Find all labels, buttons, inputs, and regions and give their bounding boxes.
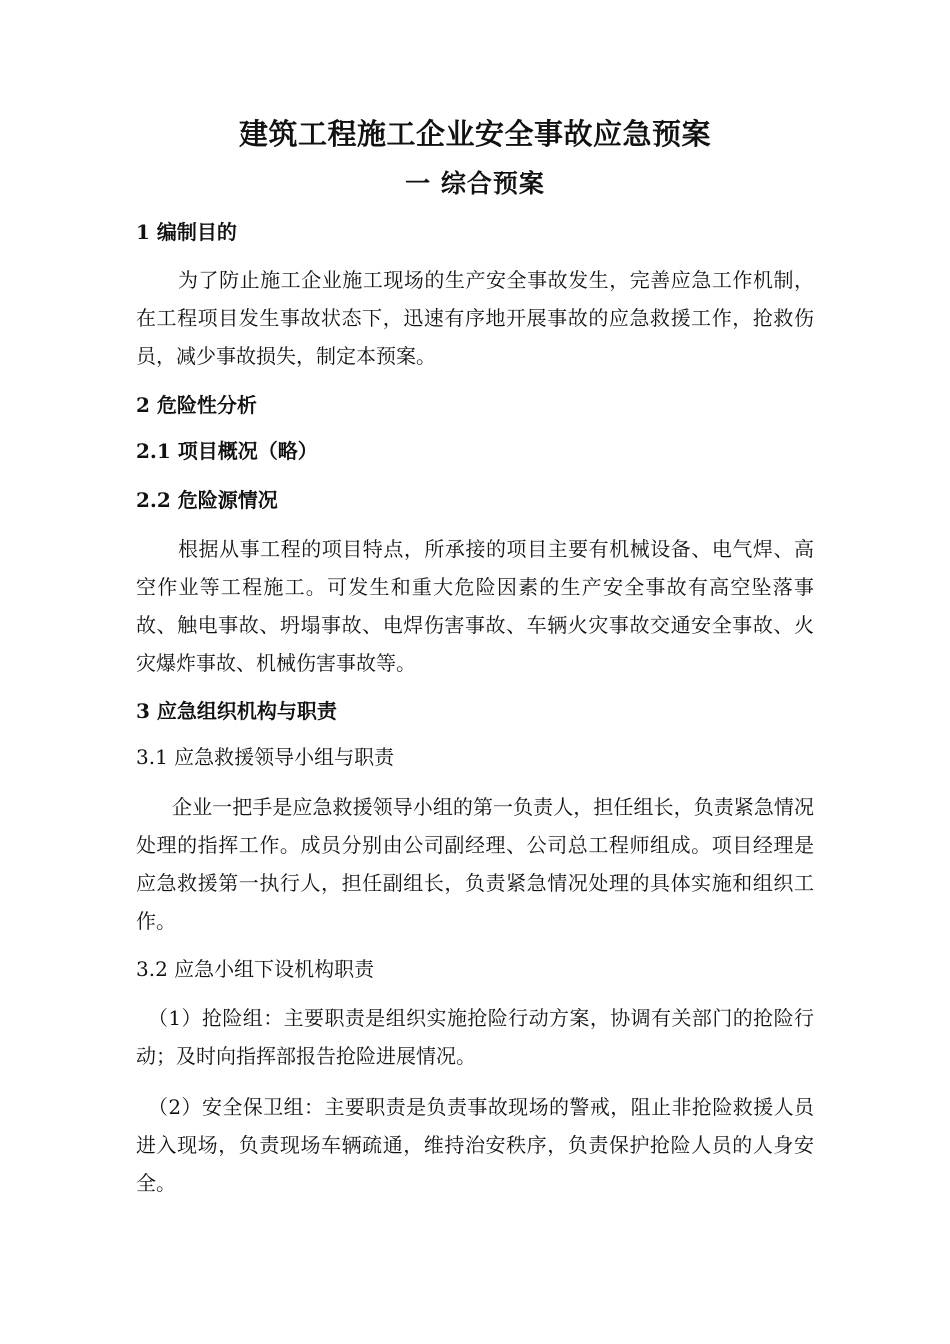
list-item-security-team: （2）安全保卫组：主要职责是负责事故现场的警戒，阻止非抢险救援人员进入现场，负责现场车辆疏通，维持治安秩序，负责保护抢险人员的人身安全。 [136,1095,814,1195]
section-3-1-paragraph: 企业一把手是应急救援领导小组的第一负责人，担任组长，负责紧急情况处理的指挥工作。成员分别由公司副经理、公司总工程师组成。项目经理是应急救援第一执行人，担任副组长，负责紧急情况处理的具体实施和组织工作。 [136,795,814,933]
document-subtitle: 一 综合预案 [405,169,545,198]
section-heading-3: 3 应急组织机构与职责 [136,699,337,723]
section-2-2-paragraph: 根据从事工程的项目特点，所承接的项目主要有机械设备、电气焊、高空作业等工程施工。可发生和重大危险因素的生产安全事故有高空坠落事故、触电事故、坍塌事故、电焊伤害事故、车辆火灾事故交通安全事故、火灾爆炸事故、机械伤害事故等。 [136,537,814,675]
section-heading-2-2: 2.2 危险源情况 [136,488,278,512]
section-heading-1: 1 编制目的 [136,220,237,244]
section-heading-2-1: 2.1 项目概况（略） [136,439,318,463]
list-item-rescue-team: （1）抢险组：主要职责是组织实施抢险行动方案，协调有关部门的抢险行动；及时向指挥部报告抢险进展情况。 [136,1006,814,1068]
document-title: 建筑工程施工企业安全事故应急预案 [238,117,711,151]
section-1-paragraph: 为了防止施工企业施工现场的生产安全事故发生，完善应急工作机制，在工程项目发生事故状态下，迅速有序地开展事故的应急救援工作，抢救伤员，减少事故损失，制定本预案。 [136,268,814,368]
section-heading-2: 2 危险性分析 [136,393,257,417]
section-heading-3-1: 3.1 应急救援领导小组与职责 [136,745,395,769]
section-heading-3-2: 3.2 应急小组下设机构职责 [136,957,375,981]
